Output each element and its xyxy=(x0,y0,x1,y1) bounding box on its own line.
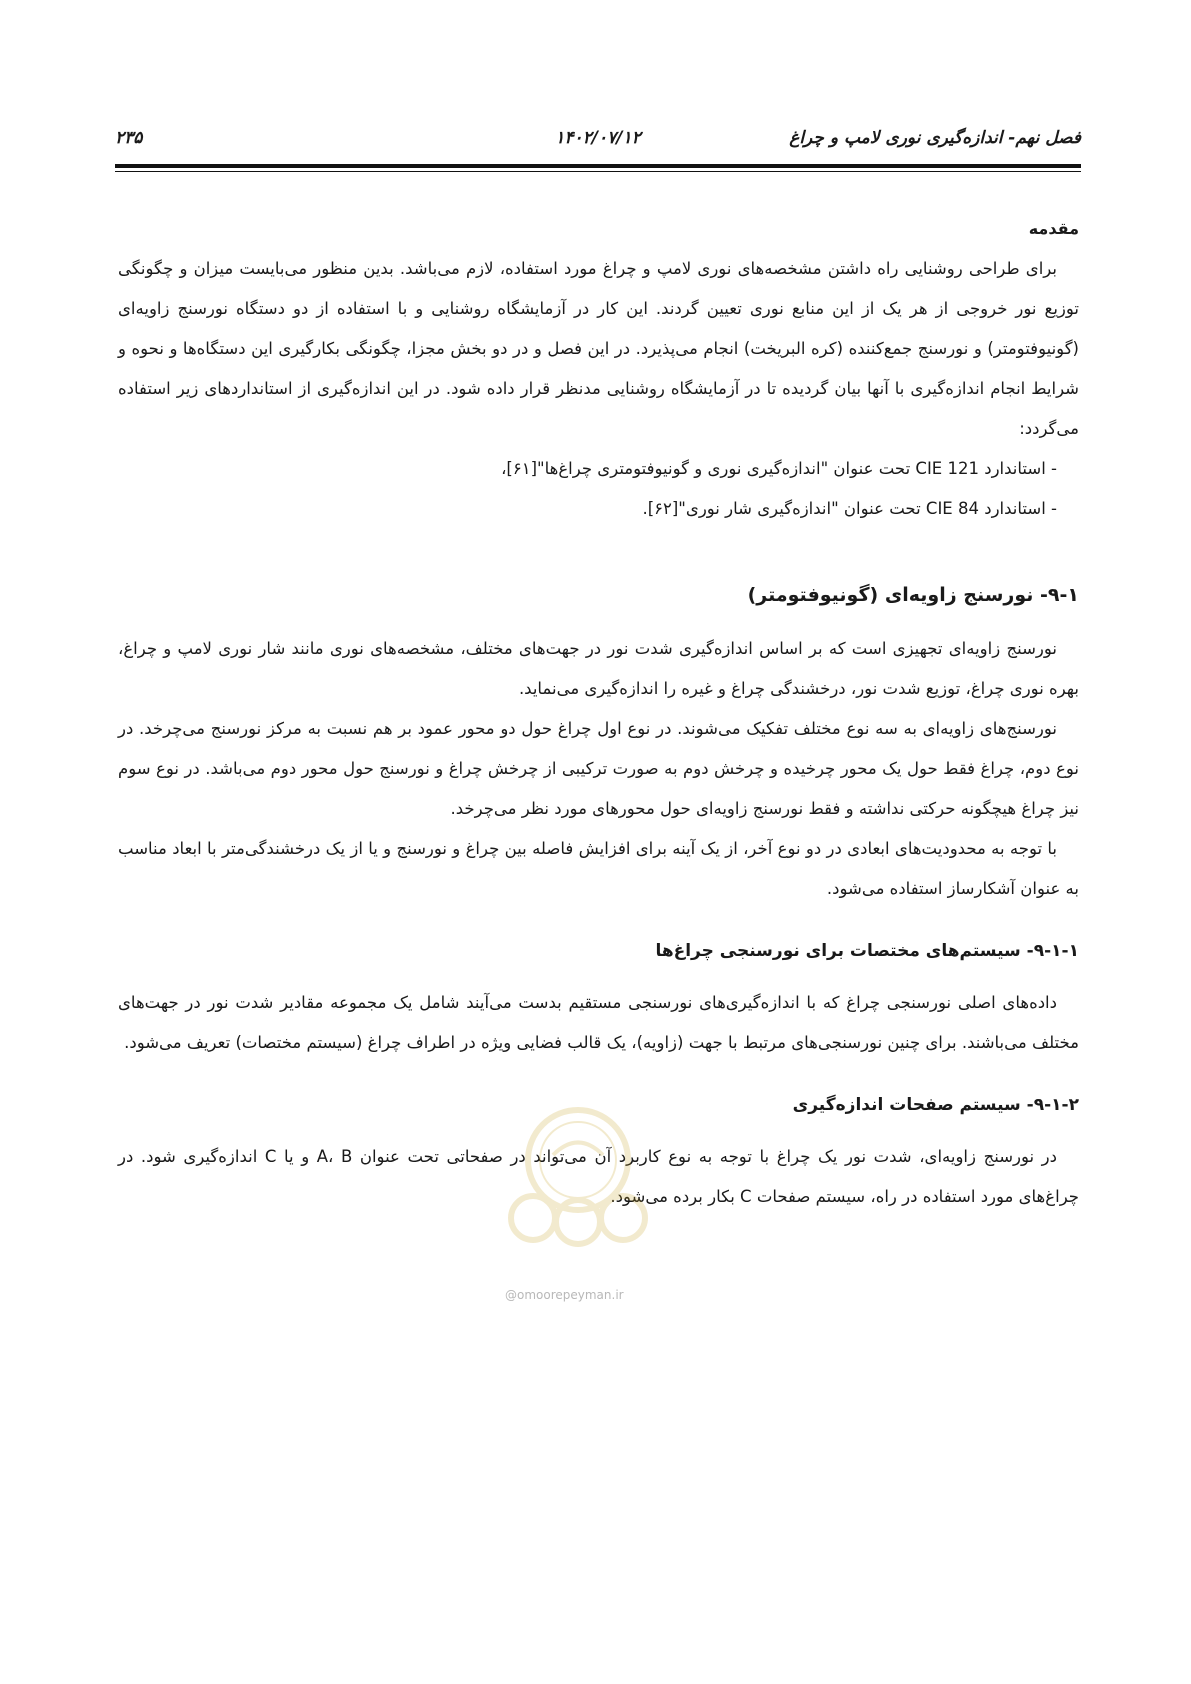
header-date: ۱۴۰۲/۰۷/۱۲ xyxy=(555,128,641,148)
standard-item-cie84: - استاندارد CIE 84 تحت عنوان "اندازه‌گیری شار نوری"[۶۲]. xyxy=(642,499,1057,518)
section-paragraph: نورسنج‌های زاویه‌ای به سه نوع مختلف تفکیک می‌شوند. در نوع اول چراغ حول دو محور عمود بر هم نسبت به مرکز نورسنج می‌چرخد. در نوع دوم، چراغ فقط حول یک محور چرخیده و چرخش دوم به صورت ترکیبی از چرخش چراغ و نورسنج حول محور دوم می‌باشد. در نوع سوم نیز چراغ هیچگونه حرکتی نداشته و فقط نورسنج زاویه‌ای حول محورهای مورد نظر می‌چرخد. xyxy=(118,719,1079,818)
intro-heading: مقدمه xyxy=(1028,219,1079,238)
header-rule-thick xyxy=(115,164,1081,168)
page-header xyxy=(115,128,1081,158)
standard-item-cie121: - استاندارد CIE 121 تحت عنوان "اندازه‌گیری نوری و گونیوفتومتری چراغ‌ها"[۶۱]، xyxy=(501,459,1057,478)
section-paragraph: داده‌های اصلی نورسنجی چراغ که با اندازه‌گیری‌های نورسنجی مستقیم بدست می‌آیند شامل یک مجموعه مقادیر شدت نور در جهت‌های مختلف می‌باشند. برای چنین نورسنجی‌های مرتبط با جهت (زاویه)، یک قالب فضایی ویژه در اطراف چراغ (سیستم مختصات) تعریف می‌شود. xyxy=(118,993,1079,1052)
section-paragraph: در نورسنج زاویه‌ای، شدت نور یک چراغ با توجه به نوع کاربرد آن می‌تواند در صفحاتی تحت عنوان A، B و یا C اندازه‌گیری شود. در چراغ‌های مورد استفاده در راه، سیستم صفحات C بکار برده می‌شود. xyxy=(118,1147,1079,1206)
subsection-heading-measurement-planes: ۹-۱-۲- سیستم صفحات اندازه‌گیری xyxy=(792,1095,1079,1115)
intro-paragraph: برای طراحی روشنایی راه داشتن مشخصه‌های نوری لامپ و چراغ مورد استفاده، لازم می‌باشد. بدین منظور می‌بایست میزان و چگونگی توزیع نور خروجی از هر یک از این منابع نوری تعیین گردند. این کار در آزمایشگاه روشنایی و با استفاده از دو دستگاه نورسنج زاویه‌ای (گونیوفتومتر) و نورسنج جمع‌کننده (کره البریخت) انجام می‌پذیرد. در این فصل و در دو بخش مجزا، چگونگی بکارگیری این دستگاه‌ها و نحوه و شرایط انجام اندازه‌گیری با آنها بیان گردیده تا در آزمایشگاه روشنایی مدنظر قرار داده شود. در این اندازه‌گیری از استانداردهای زیر استفاده می‌گردد: xyxy=(118,259,1079,438)
section-paragraph: با توجه به محدودیت‌های ابعادی در دو نوع آخر، از یک آینه برای افزایش فاصله بین چراغ و نورسنج و یا از یک درخشندگی‌متر با ابعاد مناسب به عنوان آشکارساز استفاده می‌شود. xyxy=(118,839,1079,898)
subsection-heading-coordinate-systems: ۹-۱-۱- سیستم‌های مختصات برای نورسنجی چراغ‌ها xyxy=(655,941,1079,961)
page-number: ۲۳۵ xyxy=(115,128,143,148)
chapter-title: فصل نهم- اندازه‌گیری نوری لامپ و چراغ xyxy=(789,128,1081,148)
section-paragraph: نورسنج زاویه‌ای تجهیزی است که بر اساس اندازه‌گیری شدت نور در جهت‌های مختلف، مشخصه‌های نوری مانند شار نوری لامپ و چراغ، بهره نوری چراغ، توزیع شدت نور، درخشندگی چراغ و غیره را اندازه‌گیری می‌نماید. xyxy=(118,639,1079,698)
watermark-text: @omoorepeyman.ir xyxy=(505,1288,624,1302)
header-rule-thin xyxy=(115,171,1081,172)
section-heading-goniophotometer: ۹-۱- نورسنج زاویه‌ای (گونیوفتومتر) xyxy=(747,584,1079,606)
page-body xyxy=(118,214,1079,1217)
